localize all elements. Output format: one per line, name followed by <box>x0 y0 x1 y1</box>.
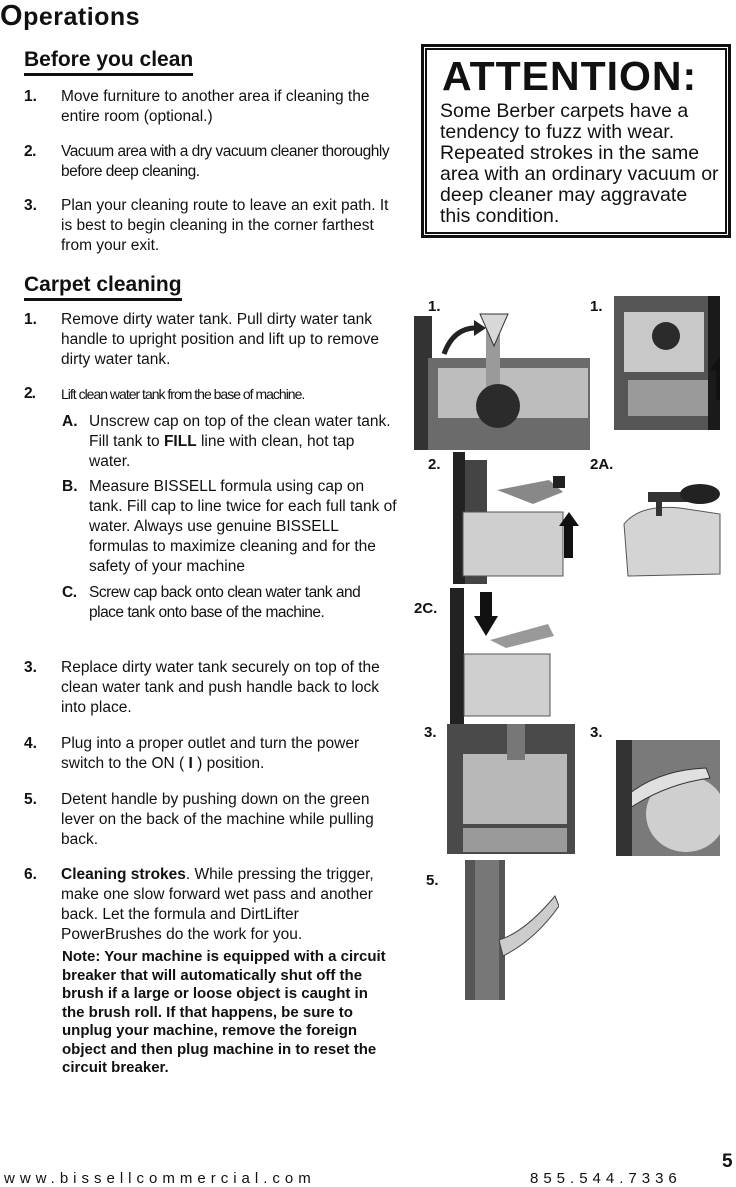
step-letter: B. <box>62 478 78 495</box>
replace-dirty-tank-illustration <box>447 724 575 854</box>
step-letter: C. <box>62 584 77 601</box>
step-text: Lift clean water tank from the base of machine. <box>61 386 305 402</box>
attention-body: Some Berber carpets have a tendency to fuzz with wear. Repeated strokes in the same area with an ordinary vacuum or deep cleaner may aggravate this condition. <box>440 100 719 227</box>
lift-clean-tank-illustration <box>453 452 581 584</box>
carpet-step-5 <box>24 790 394 850</box>
carpet-step-4 <box>24 734 394 774</box>
step-letter: A. <box>62 413 78 430</box>
before-you-clean-heading: Before you clean <box>24 48 193 76</box>
step-number: 5. <box>24 791 37 808</box>
step-text: Measure BISSELL formula using cap on tank. Fill cap to line twice for each full tank of water. Always use genuine BISSELL formulas to maximize cleaning and for the safety of your machine <box>89 478 397 575</box>
attention-title: ATTENTION: <box>442 53 698 99</box>
carpet-step-3 <box>24 658 394 718</box>
carpet-step-2 <box>24 384 400 404</box>
footer-website: www.bissellcommercial.com <box>4 1170 316 1187</box>
page-title-initial: O <box>0 0 24 32</box>
figure-label: 3. <box>590 724 603 741</box>
place-clean-tank-illustration <box>450 588 556 724</box>
step-number: 1. <box>24 88 37 105</box>
step-text: . While pressing the trigger, make one slow forward wet pass and another back. Let the formula and DirtLifter PowerBrushes do the work for you. <box>61 866 374 943</box>
before-step-3 <box>24 196 394 256</box>
cleaning-strokes-title: Cleaning strokes <box>61 866 186 883</box>
carpet-step-6 <box>24 865 400 945</box>
carpet-step-1 <box>24 310 394 370</box>
pull-trigger-illustration <box>455 860 559 1000</box>
before-step-2 <box>24 142 394 182</box>
page-title <box>0 0 140 33</box>
carpet-step-2c <box>62 583 392 623</box>
figure-label: 1. <box>590 298 603 315</box>
figure-label: 2C. <box>414 600 438 617</box>
page-number: 5 <box>722 1151 733 1172</box>
step-text: Vacuum area with a dry vacuum cleaner thoroughly before deep cleaning. <box>61 143 390 180</box>
detent-handle-illustration <box>616 740 720 856</box>
step-text: Replace dirty water tank securely on top of the clean water tank and push handle back to lock into place. <box>61 659 380 716</box>
step-text: Remove dirty water tank. Pull dirty water tank handle to upright position and lift up to remove dirty water tank. <box>61 311 379 368</box>
step-text: Move furniture to another area if cleaning the entire room (optional.) <box>61 88 370 125</box>
on-symbol: I <box>188 755 193 772</box>
step-text: Screw cap back onto clean water tank and place tank onto base of the machine. <box>89 584 361 621</box>
footer-phone: 855.544.7336 <box>530 1170 682 1187</box>
carpet-step-2a <box>62 412 392 472</box>
step-text: line with clean, hot tap water. <box>89 433 355 470</box>
figure-label: 5. <box>426 872 439 889</box>
step-number: 2. <box>24 385 35 402</box>
carpet-cleaning-heading: Carpet cleaning <box>24 273 182 301</box>
step-text: Unscrew cap on top of the clean water tank. Fill tank to <box>89 413 391 450</box>
step-number: 1. <box>24 311 37 328</box>
step-text: Detent handle by pushing down on the green lever on the back of the machine while pulling back. <box>61 791 374 848</box>
step-text: ) position. <box>192 755 265 772</box>
step-number: 3. <box>24 197 37 214</box>
lift-dirty-tank-illustration <box>614 296 720 430</box>
figure-label: 2. <box>428 456 441 473</box>
before-step-1 <box>24 87 394 127</box>
remove-dirty-tank-illustration <box>414 306 590 450</box>
step-number: 2. <box>24 143 36 160</box>
step-number: 6. <box>24 866 37 883</box>
step-text: Plug into a proper outlet and turn the power switch to the ON ( <box>61 735 360 772</box>
step-number: 3. <box>24 659 37 676</box>
figure-label: 2A. <box>590 456 614 473</box>
step-text: Plan your cleaning route to leave an exit path. It is best to begin cleaning in the corner farthest from your exit. <box>61 197 389 254</box>
carpet-step-2b <box>62 477 402 577</box>
figure-label: 1. <box>428 298 441 315</box>
fill-clean-tank-illustration <box>620 484 724 582</box>
circuit-breaker-note: Note: Your machine is equipped with a circuit breaker that will automatically shut off the brush if a large or loose object is caught in the brush roll. If that happens, be sure to unplug your machine, remove the foreign object and then plug machine in to reset the circuit breaker. <box>62 948 386 1076</box>
figure-label: 3. <box>424 724 437 741</box>
step-number: 4. <box>24 735 37 752</box>
attention-box <box>421 44 731 238</box>
fill-line-label: FILL <box>163 433 197 450</box>
page-title-rest: perations <box>23 3 141 31</box>
